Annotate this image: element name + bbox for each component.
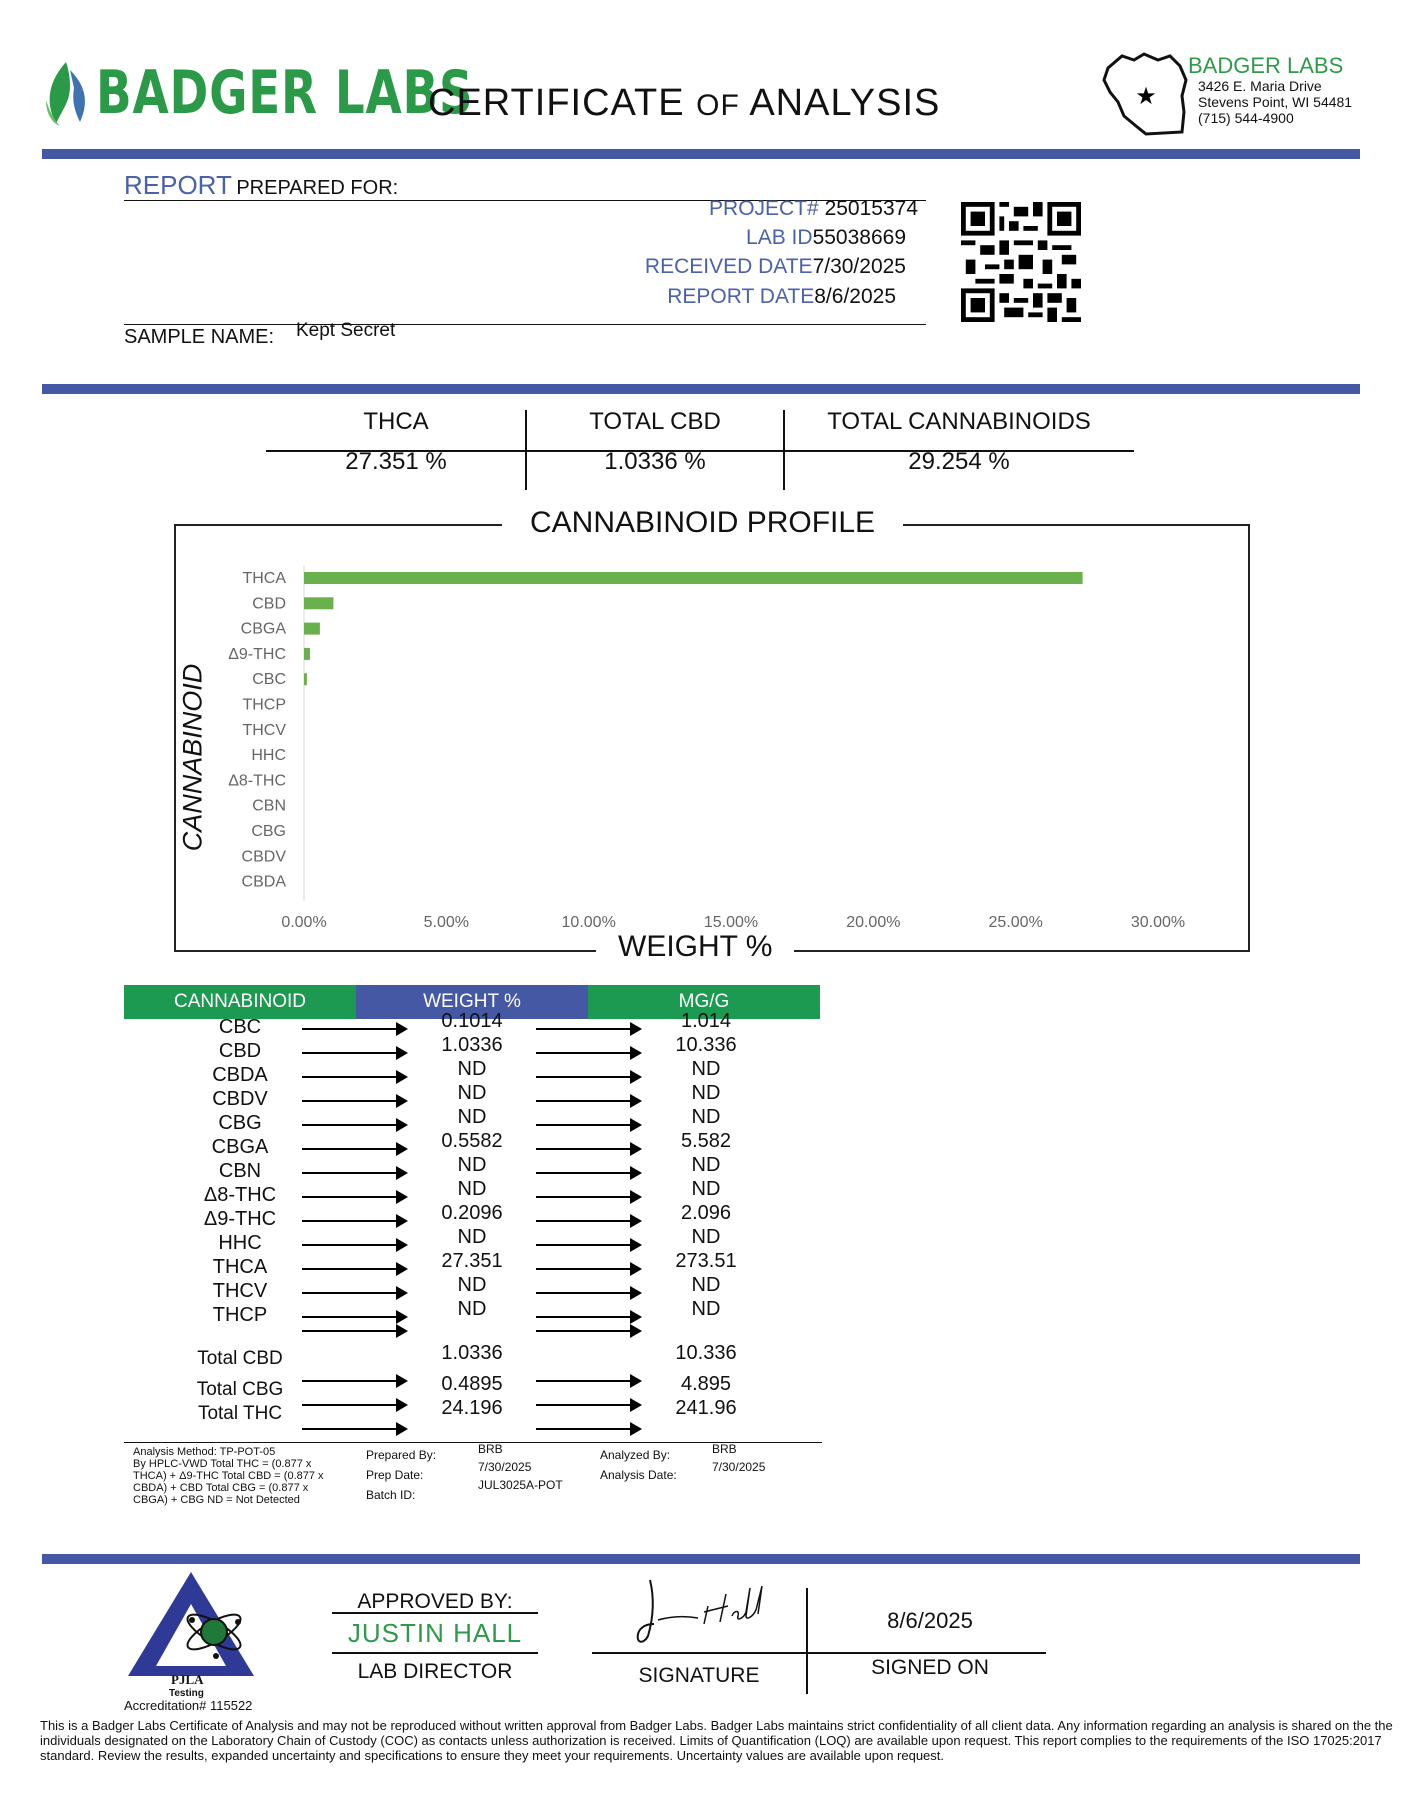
- summary-cbd-label: TOTAL CBD: [589, 408, 721, 435]
- table-arrow-icon: [302, 1330, 406, 1332]
- table-row-name: CBD: [218, 1040, 262, 1062]
- total-row-mgg: 10.336: [675, 1342, 737, 1364]
- approver-name: JUSTIN HALL: [347, 1618, 523, 1648]
- table-arrow-icon: [536, 1196, 640, 1198]
- table-row-mgg: ND: [691, 1274, 721, 1296]
- table-row-weight: ND: [457, 1274, 487, 1296]
- total-row-name: Total CBG: [196, 1379, 284, 1400]
- chart-x-tick-label: 0.00%: [281, 913, 327, 930]
- summary-cbd-value: 1.0336 %: [604, 448, 706, 475]
- batch-id-label: Batch ID:: [366, 1488, 416, 1502]
- chart-x-tick-label: 25.00%: [988, 913, 1043, 930]
- table-row-weight: ND: [457, 1298, 487, 1320]
- table-row-name: THCA: [212, 1256, 268, 1278]
- lab-name: BADGER LABS: [1188, 53, 1344, 78]
- lab-id-row: [746, 226, 906, 250]
- signature-label: SIGNATURE: [638, 1664, 760, 1687]
- lab-id-value: 55038669: [812, 226, 906, 249]
- pjla-accreditation-logo: [126, 1570, 256, 1682]
- table-row-weight: ND: [457, 1058, 487, 1080]
- table-arrow-icon: [536, 1292, 640, 1294]
- table-header-cell: WEIGHT %: [356, 985, 588, 1019]
- table-arrow-icon: [302, 1124, 406, 1126]
- sample-name-value: Kept Secret: [296, 320, 396, 341]
- table-arrow-icon: [302, 1316, 406, 1318]
- prep-date-value: 7/30/2025: [478, 1460, 532, 1474]
- table-arrow-icon: [536, 1330, 640, 1332]
- table-row-name: CBN: [218, 1160, 262, 1182]
- method-line3: THCA) + Δ9-THC Total CBD = (0.877 x: [133, 1470, 324, 1482]
- analysis-date-label: Analysis Date:: [600, 1468, 677, 1482]
- total-row-weight: 1.0336: [441, 1342, 503, 1364]
- table-row-mgg: ND: [691, 1226, 721, 1248]
- chart-category-label: CBDA: [241, 873, 286, 891]
- method-line2: By HPLC-VWD Total THC = (0.877 x: [133, 1458, 312, 1470]
- table-row-weight: ND: [457, 1106, 487, 1128]
- total-row-weight: 24.196: [441, 1397, 503, 1419]
- chart-category-label: Δ8-THC: [228, 772, 286, 790]
- table-arrow-icon: [536, 1124, 640, 1126]
- address-line1: 3426 E. Maria Drive: [1198, 78, 1322, 94]
- title-of: OF: [696, 89, 740, 122]
- table-row-mgg: 5.582: [680, 1130, 732, 1152]
- chart-bar: [304, 673, 307, 685]
- table-row-mgg: 2.096: [680, 1202, 732, 1224]
- received-date-row: [645, 255, 906, 279]
- handwritten-signature: [628, 1576, 778, 1648]
- table-row-name: THCP: [212, 1304, 268, 1326]
- table-arrow-icon: [302, 1172, 406, 1174]
- lab-id-label: LAB ID: [746, 226, 813, 249]
- chart-x-tick-label: 5.00%: [423, 913, 470, 930]
- table-row-mgg: ND: [691, 1178, 721, 1200]
- table-row-mgg: ND: [691, 1298, 721, 1320]
- chart-title: CANNABINOID PROFILE: [502, 506, 903, 540]
- table-row-name: CBG: [218, 1112, 262, 1134]
- summary-thca-value: 27.351 %: [345, 448, 447, 475]
- title-certificate: CERTIFICATE: [428, 82, 685, 124]
- chart-category-label: CBDV: [241, 848, 286, 866]
- summary-total-value: 29.254 %: [908, 448, 1010, 475]
- signed-date: 8/6/2025: [887, 1608, 973, 1633]
- table-row-name: CBC: [218, 1016, 262, 1038]
- report-word: REPORT: [124, 170, 232, 200]
- project-row: [709, 197, 918, 221]
- prepared-for-label: PREPARED FOR:: [236, 177, 399, 199]
- testing-label: Testing: [169, 1688, 204, 1699]
- table-arrow-icon: [302, 1148, 406, 1150]
- table-arrow-icon: [302, 1244, 406, 1246]
- section-divider: [42, 384, 1360, 394]
- chart-x-tick-label: 30.00%: [1130, 913, 1186, 930]
- table-arrow-icon: [302, 1220, 406, 1222]
- table-header-cell: CANNABINOID: [124, 985, 356, 1019]
- table-arrow-icon: [536, 1052, 640, 1054]
- badger-labs-leaf-logo: [40, 60, 92, 130]
- chart-y-axis-label: CANNABINOID: [178, 658, 209, 858]
- table-arrow-icon: [302, 1196, 406, 1198]
- lab-address-block: [1188, 54, 1352, 126]
- batch-id-value: JUL3025A-POT: [478, 1478, 563, 1492]
- analysis-method: [133, 1446, 329, 1506]
- chart-bar: [304, 572, 1083, 584]
- signature-divider: [806, 1588, 808, 1694]
- table-arrow-icon: [536, 1428, 640, 1430]
- table-row-mgg: ND: [691, 1082, 721, 1104]
- table-arrow-icon: [536, 1076, 640, 1078]
- table-arrow-icon: [536, 1220, 640, 1222]
- table-arrow-icon: [302, 1268, 406, 1270]
- wisconsin-map-icon: [1100, 46, 1192, 138]
- prepared-by-value: BRB: [478, 1442, 503, 1456]
- sample-line: [124, 324, 926, 325]
- chart-category-label: CBC: [252, 671, 286, 689]
- received-date-label: RECEIVED DATE: [644, 255, 813, 278]
- table-arrow-icon: [536, 1100, 640, 1102]
- project-value: 25015374: [824, 197, 918, 220]
- table-row-mgg: 10.336: [675, 1034, 737, 1056]
- table-row-name: Δ9-THC: [203, 1208, 277, 1230]
- total-row-mgg: 241.96: [675, 1397, 737, 1419]
- method-line1: Analysis Method: TP-POT-05: [133, 1446, 276, 1458]
- chart-category-label: CBD: [252, 595, 286, 613]
- title-analysis: ANALYSIS: [749, 82, 941, 124]
- chart-x-axis-label: WEIGHT %: [596, 930, 794, 964]
- table-arrow-icon: [302, 1028, 406, 1030]
- summary-thca-label: THCA: [363, 408, 429, 435]
- table-arrow-icon: [302, 1428, 406, 1430]
- table-arrow-icon: [302, 1100, 406, 1102]
- chart-category-label: HHC: [251, 747, 286, 765]
- table-row-name: HHC: [218, 1232, 262, 1254]
- total-row-name: Total THC: [197, 1403, 283, 1424]
- method-line5: CBGA) + CBG ND = Not Detected: [133, 1494, 300, 1506]
- table-arrow-icon: [536, 1404, 640, 1406]
- table-row-name: CBGA: [211, 1136, 269, 1158]
- table-row-mgg: ND: [691, 1154, 721, 1176]
- document-title: [428, 82, 940, 125]
- table-arrow-icon: [536, 1148, 640, 1150]
- table-row-weight: ND: [457, 1178, 487, 1200]
- sample-name-label: SAMPLE NAME:: [124, 326, 275, 348]
- role-label: LAB DIRECTOR: [357, 1660, 513, 1683]
- chart-x-tick-label: 10.00%: [561, 913, 616, 930]
- approved-by-label: APPROVED BY:: [357, 1590, 513, 1613]
- footer-divider: [42, 1554, 1360, 1564]
- table-row-weight: 1.0336: [441, 1034, 503, 1056]
- chart-x-tick-label: 15.00%: [703, 913, 759, 930]
- signature-rule: [592, 1652, 1046, 1654]
- pjla-label: PJLA: [171, 1672, 204, 1687]
- table-header-cell: MG/G: [588, 985, 820, 1019]
- table-row-mgg: ND: [691, 1058, 721, 1080]
- table-row-mgg: 1.014: [680, 1010, 732, 1032]
- method-line4: CBDA) + CBD Total CBG = (0.877 x: [133, 1482, 309, 1494]
- received-date-value: 7/30/2025: [812, 255, 906, 278]
- chart-category-label: CBN: [252, 797, 286, 815]
- table-arrow-icon: [536, 1316, 640, 1318]
- report-date-label: REPORT DATE: [667, 285, 815, 308]
- table-arrow-icon: [536, 1172, 640, 1174]
- table-row-weight: 27.351: [441, 1250, 503, 1272]
- table-row-name: CBDV: [212, 1088, 268, 1110]
- chart-category-label: THCV: [242, 721, 286, 739]
- report-date-row: [667, 285, 896, 309]
- table-row-name: Δ8-THC: [203, 1184, 277, 1206]
- table-row-weight: ND: [457, 1226, 487, 1248]
- total-row-name: Total CBD: [197, 1348, 283, 1369]
- chart-bar: [304, 648, 310, 660]
- chart-bar: [304, 623, 320, 635]
- table-row-weight: ND: [457, 1154, 487, 1176]
- table-arrow-icon: [536, 1028, 640, 1030]
- approved-rule-bottom: [332, 1652, 538, 1654]
- analyzed-by-value: BRB: [712, 1442, 737, 1456]
- total-row-weight: 0.4895: [441, 1373, 503, 1395]
- signed-on-label: SIGNED ON: [871, 1656, 989, 1679]
- chart-category-label: THCP: [242, 696, 286, 714]
- table-arrow-icon: [536, 1380, 640, 1382]
- table-arrow-icon: [302, 1404, 406, 1406]
- table-arrow-icon: [302, 1380, 406, 1382]
- table-row-weight: 0.5582: [441, 1130, 503, 1152]
- table-arrow-icon: [536, 1244, 640, 1246]
- analyzed-by-label: Analyzed By:: [600, 1448, 671, 1462]
- report-date-value: 8/6/2025: [814, 285, 896, 308]
- table-row-mgg: 273.51: [675, 1250, 737, 1272]
- analysis-date-value: 7/30/2025: [712, 1460, 766, 1474]
- table-arrow-icon: [302, 1292, 406, 1294]
- chart-category-label: THCA: [242, 570, 286, 587]
- chart-category-label: Δ9-THC: [228, 645, 286, 663]
- header-divider: [42, 149, 1360, 159]
- phone: (715) 544-4900: [1198, 110, 1294, 126]
- qr-code-icon[interactable]: [960, 202, 1082, 322]
- table-row-weight: 0.2096: [441, 1202, 503, 1224]
- table-arrow-icon: [302, 1076, 406, 1078]
- chart-category-label: CBG: [251, 823, 286, 840]
- logo-text: BADGER LABS: [96, 58, 474, 128]
- address-line2: Stevens Point, WI 54481: [1198, 94, 1353, 110]
- prepared-by-label: Prepared By:: [366, 1448, 437, 1462]
- summary-total-label: TOTAL CANNABINOIDS: [827, 408, 1091, 435]
- chart-x-tick-label: 20.00%: [846, 913, 901, 930]
- total-row-mgg: 4.895: [680, 1373, 732, 1395]
- table-row-mgg: ND: [691, 1106, 721, 1128]
- cannabinoid-bar-chart: [200, 550, 1220, 930]
- chart-bar: [304, 597, 333, 609]
- report-prepared-for: [124, 170, 398, 201]
- accreditation-number: Accreditation# 115522: [124, 1698, 253, 1713]
- table-row-name: CBDA: [212, 1064, 268, 1086]
- table-arrow-icon: [302, 1052, 406, 1054]
- prep-date-label: Prep Date:: [366, 1468, 424, 1482]
- table-row-weight: ND: [457, 1082, 487, 1104]
- table-row-name: THCV: [212, 1280, 268, 1302]
- table-arrow-icon: [536, 1268, 640, 1270]
- project-label: PROJECT#: [709, 197, 819, 220]
- table-row-weight: 0.1014: [441, 1010, 503, 1032]
- disclaimer-text: This is a Badger Labs Certificate of Analysis and may not be reproduced without written approval from Badger Labs. Badger Labs maintains strict confidentiality of all client data. Any information regarding an analysis is shared on the the individuals designated on the Laboratory Chain of Custody (COC) as contacts unless authorization is received. Limits of Quantification (LOQ) are available upon request. This report complies to the requirements of the ISO 17025:2017 standard. Review the results, expanded uncertainty and specifications to ensure they meet your requirements. Uncertainty values are available upon request.: [40, 1718, 1393, 1763]
- chart-category-label: CBGA: [240, 620, 286, 638]
- svg-text:★: ★: [1135, 82, 1157, 110]
